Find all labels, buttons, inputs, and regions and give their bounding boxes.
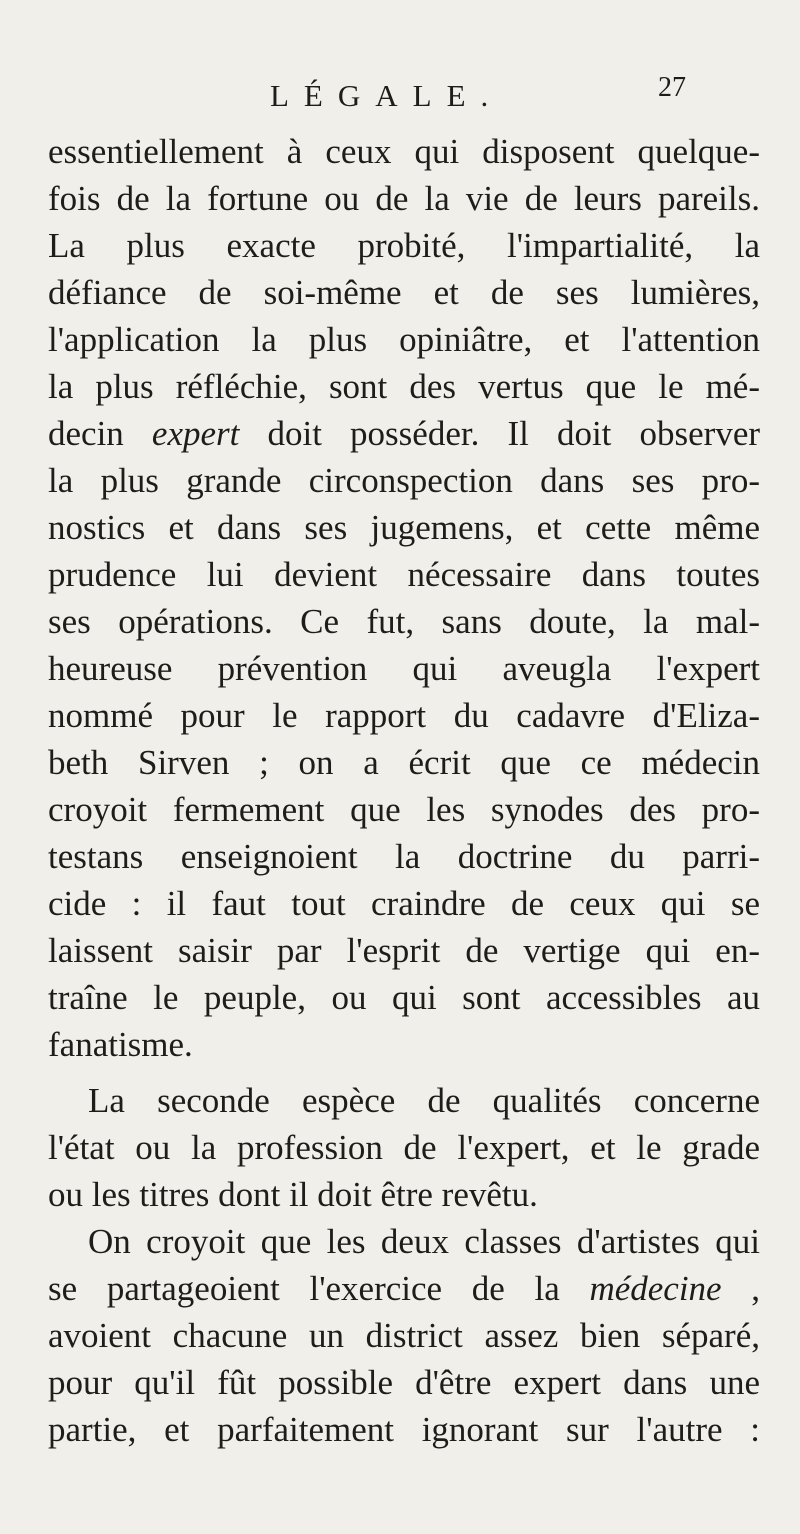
text-segment: decin: [48, 414, 152, 453]
page-number: 27: [658, 72, 686, 103]
body-text: [48, 128, 760, 1453]
text-line: croyoit fermement que les synodes des pro-: [48, 790, 760, 829]
text-line: traîne le peuple, ou qui sont accessibles au: [48, 978, 760, 1017]
running-head: [0, 72, 800, 118]
text-line: fanatisme.: [48, 1025, 193, 1064]
text-line: la plus réfléchie, sont des vertus que le mé-: [48, 367, 760, 406]
text-line: pour qu'il fût possible d'être expert dans une: [48, 1363, 760, 1402]
text-line: On croyoit que les deux classes d'artistes qui: [88, 1222, 760, 1261]
text-line: prudence lui devient nécessaire dans toutes: [48, 555, 760, 594]
text-line: se partageoient l'exercice de la médecine ,: [48, 1269, 760, 1308]
text-line: fois de la fortune ou de la vie de leurs pareils.: [48, 179, 760, 218]
text-line: ses opérations. Ce fut, sans doute, la mal-: [48, 602, 760, 641]
text-line: nommé pour le rapport du cadavre d'Eliza-: [48, 696, 760, 735]
text-line: essentiellement à ceux qui disposent quelque-: [48, 132, 760, 171]
emphasized-word: médecine: [589, 1269, 722, 1308]
text-line: beth Sirven ; on a écrit que ce médecin: [48, 743, 760, 782]
text-line: avoient chacune un district assez bien séparé,: [48, 1316, 760, 1355]
text-line: [48, 410, 760, 457]
text-line: l'état ou la profession de l'expert, et le grade: [48, 1128, 760, 1167]
text-line: partie, et parfaitement ignorant sur l'autre :: [48, 1410, 760, 1449]
emphasized-word: expert: [151, 414, 240, 453]
text-line: La plus exacte probité, l'impartialité, la: [48, 226, 760, 265]
text-line: La seconde espèce de qualités concerne: [88, 1081, 760, 1120]
text-segment: doit posséder. Il doit observer: [239, 414, 760, 453]
text-line: la plus grande circonspection dans ses pro-: [48, 461, 760, 500]
text-line: heureuse prévention qui aveugla l'expert: [48, 649, 760, 688]
text-line: cide : il faut tout craindre de ceux qui se: [48, 884, 760, 923]
text-line: défiance de soi-même et de ses lumières,: [48, 273, 760, 312]
running-title: LÉGALE.: [270, 78, 504, 113]
text-line: l'application la plus opiniâtre, et l'attention: [48, 320, 760, 359]
text-line: nostics et dans ses jugemens, et cette même: [48, 508, 760, 547]
text-line: laissent saisir par l'esprit de vertige qui en-: [48, 931, 760, 970]
text-line: ou les titres dont il doit être revêtu.: [48, 1175, 538, 1214]
text-segment: se partageoient l'exercice de la: [48, 1269, 560, 1308]
text-line: testans enseignoient la doctrine du parri-: [48, 837, 760, 876]
